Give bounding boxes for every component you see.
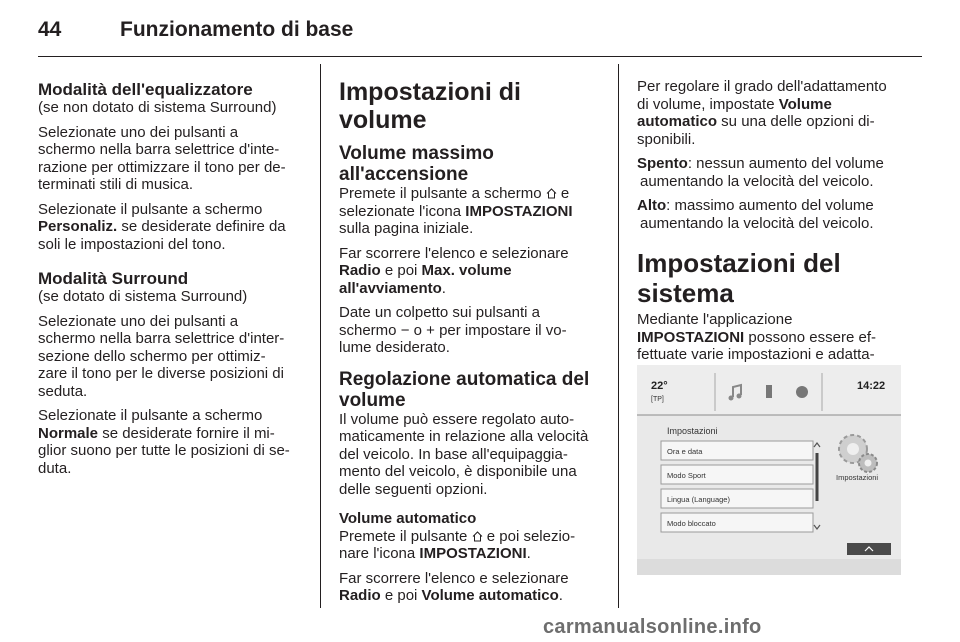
- tp-indicator: [TP]: [651, 396, 664, 403]
- text-line: Selezionate uno dei pulsanti a: [38, 123, 239, 141]
- page-header: [38, 14, 922, 58]
- list-item-label: Modo bloccato: [667, 519, 716, 528]
- scroll-paragraph: [339, 245, 605, 298]
- watermark: carmanualsonline.info: [543, 616, 762, 638]
- text-line: glior suono per tutte le posizioni di se-: [38, 442, 290, 459]
- text-line: soli le impostazioni del tono.: [38, 235, 226, 253]
- text-fragment: di volume, impostate: [637, 95, 779, 113]
- bold-term: Radio: [339, 587, 381, 604]
- column-1: [38, 64, 310, 477]
- text-line: Selezionate il pulsante a schermo: [38, 407, 263, 424]
- minus-icon: −: [400, 321, 410, 339]
- text-line: razione per ottimizzare il tono per de-: [38, 158, 286, 176]
- text-line: maticamente in relazione alla velocità: [339, 428, 589, 445]
- text-line: duta.: [38, 459, 72, 477]
- text-fragment: e poi selezio-: [482, 527, 576, 545]
- text-line: aumentando la velocità del veicolo.: [640, 172, 874, 190]
- bold-term: Max. volume: [421, 262, 512, 279]
- text-line: zare il tono per le diverse posizioni di: [38, 365, 284, 382]
- header-rule: [38, 56, 922, 57]
- text-fragment: .: [558, 587, 563, 604]
- bold-term: Spento: [637, 155, 688, 172]
- text-line: Selezionate il pulsante a schermo: [38, 200, 263, 218]
- text-fragment: e poi: [380, 587, 422, 604]
- nav-icon: [796, 386, 808, 398]
- text-line: sulla pagina iniziale.: [339, 220, 474, 237]
- text-line: schermo nella barra selettrice d'inte-: [38, 141, 280, 158]
- bold-term: Volume automatico: [339, 510, 477, 527]
- text-line: aumentando la velocità del veicolo.: [640, 214, 874, 232]
- text-line: Far scorrere l'elenco e selezionare: [339, 569, 569, 587]
- heading-max-volume: Volume massimo all'accensione: [339, 143, 494, 185]
- gear-label: Impostazioni: [836, 473, 879, 482]
- tap-paragraph: [339, 304, 605, 357]
- bold-term: all'avviamento: [339, 279, 442, 297]
- text-line: Date un colpetto sui pulsanti a: [339, 304, 540, 321]
- text-fragment: o: [409, 321, 427, 339]
- text-line: Il volume può essere regolato auto-: [339, 410, 575, 428]
- heading-equalizer: Modalità dell'equalizzatore: [38, 80, 253, 99]
- bold-term: IMPOSTAZIONI: [637, 328, 745, 346]
- list-item-label: Ora e data: [667, 447, 703, 456]
- text-line: lume desiderato.: [339, 339, 450, 356]
- text-fragment: Premete il pulsante: [339, 527, 472, 545]
- text-fragment: nare l'icona: [339, 545, 420, 562]
- text-line: fettuate varie impostazioni e adatta-: [637, 346, 875, 363]
- heading-line: volume: [339, 389, 406, 411]
- equalizer-subtitle: (se non dotato di sistema Surround): [38, 99, 277, 116]
- text-fragment: e: [556, 185, 570, 202]
- text-line: schermo nella barra selettrice d'inter-: [38, 330, 285, 347]
- text-line: Per regolare il grado dell'adattamento: [637, 78, 887, 95]
- auto-volume-subheading: [339, 510, 605, 528]
- column-2: [339, 64, 605, 605]
- text-fragment: schermo: [339, 321, 401, 339]
- auto-volume-steps: [339, 528, 605, 563]
- screenshot-graphic: [637, 365, 901, 575]
- auto-volume-paragraph: [339, 411, 605, 499]
- equalizer-paragraph-2: [38, 201, 310, 254]
- bold-term: Alto: [637, 197, 667, 214]
- text-line: mento del veicolo, è disponibile una: [339, 463, 577, 480]
- option-alto: [637, 197, 907, 232]
- home-icon: [472, 529, 483, 540]
- plus-icon: +: [426, 321, 435, 339]
- page-number: 44: [38, 18, 62, 41]
- equalizer-paragraph-1: [38, 124, 310, 194]
- surround-paragraph-2: [38, 407, 310, 477]
- bold-term: Normale: [38, 424, 99, 442]
- infotainment-screenshot: [637, 365, 901, 575]
- text-line: Far scorrere l'elenco e selezionare: [339, 244, 569, 262]
- text-line: Mediante l'applicazione: [637, 311, 793, 328]
- max-volume-paragraph: [339, 185, 605, 238]
- bold-term: Volume automatico: [421, 587, 559, 604]
- text-line: sezione dello schermo per ottimiz-: [38, 347, 266, 365]
- settings-heading: Impostazioni: [667, 426, 718, 436]
- text-fragment: selezionate l'icona: [339, 202, 466, 220]
- text-line: sponibili.: [637, 130, 696, 148]
- text-fragment: .: [441, 279, 446, 297]
- list-item-label: Modo Sport: [667, 471, 706, 480]
- bold-term: Personaliz.: [38, 218, 118, 235]
- text-fragment: possono essere ef-: [744, 328, 876, 346]
- collapse-button[interactable]: [847, 543, 891, 555]
- phone-icon: [766, 385, 772, 398]
- bold-term: automatico: [637, 113, 718, 130]
- text-fragment: Premete il pulsante a schermo: [339, 185, 546, 202]
- text-line: Selezionate uno dei pulsanti a: [38, 312, 239, 330]
- column-divider-1: [320, 64, 321, 608]
- text-fragment: : nessun aumento del volume: [687, 155, 884, 172]
- adapt-paragraph: [637, 78, 907, 148]
- text-fragment: .: [526, 545, 531, 562]
- bold-term: Volume: [778, 95, 832, 113]
- home-icon: [546, 186, 557, 197]
- bold-term: IMPOSTAZIONI: [465, 202, 573, 220]
- surround-paragraph-1: [38, 313, 310, 401]
- page-title: Funzionamento di base: [120, 18, 354, 41]
- heading-volume-settings: Impostazioni di volume: [339, 78, 521, 134]
- heading-line: Regolazione automatica del: [339, 368, 590, 390]
- text-fragment: per impostare il vo-: [434, 321, 567, 339]
- list-item-label: Lingua (Language): [667, 495, 730, 504]
- text-line: del veicolo. In base all'equipaggia-: [339, 445, 568, 463]
- text-fragment: se desiderate definire da: [117, 218, 286, 235]
- clock: 14:22: [857, 380, 886, 392]
- text-fragment: se desiderate fornire il mi-: [98, 424, 275, 442]
- surround-subtitle: (se dotato di sistema Surround): [38, 288, 248, 305]
- column-3: [637, 64, 907, 381]
- text-fragment: e poi: [380, 262, 422, 279]
- heading-surround: Modalità Surround: [38, 269, 189, 288]
- auto-volume-scroll: [339, 570, 605, 605]
- column-divider-2: [618, 64, 619, 608]
- heading-auto-volume: [339, 369, 605, 411]
- option-spento: [637, 155, 907, 190]
- bold-term: IMPOSTAZIONI: [419, 545, 527, 562]
- text-line: terminati stili di musica.: [38, 176, 194, 193]
- temperature: 22°: [651, 380, 668, 392]
- text-line: seduta.: [38, 382, 88, 400]
- text-fragment: su una delle opzioni di-: [717, 113, 875, 130]
- heading-system-settings: Impostazioni del sistema: [637, 248, 841, 308]
- text-line: delle seguenti opzioni.: [339, 480, 488, 498]
- bold-term: Radio: [339, 262, 381, 279]
- text-fragment: : massimo aumento del volume: [666, 197, 874, 214]
